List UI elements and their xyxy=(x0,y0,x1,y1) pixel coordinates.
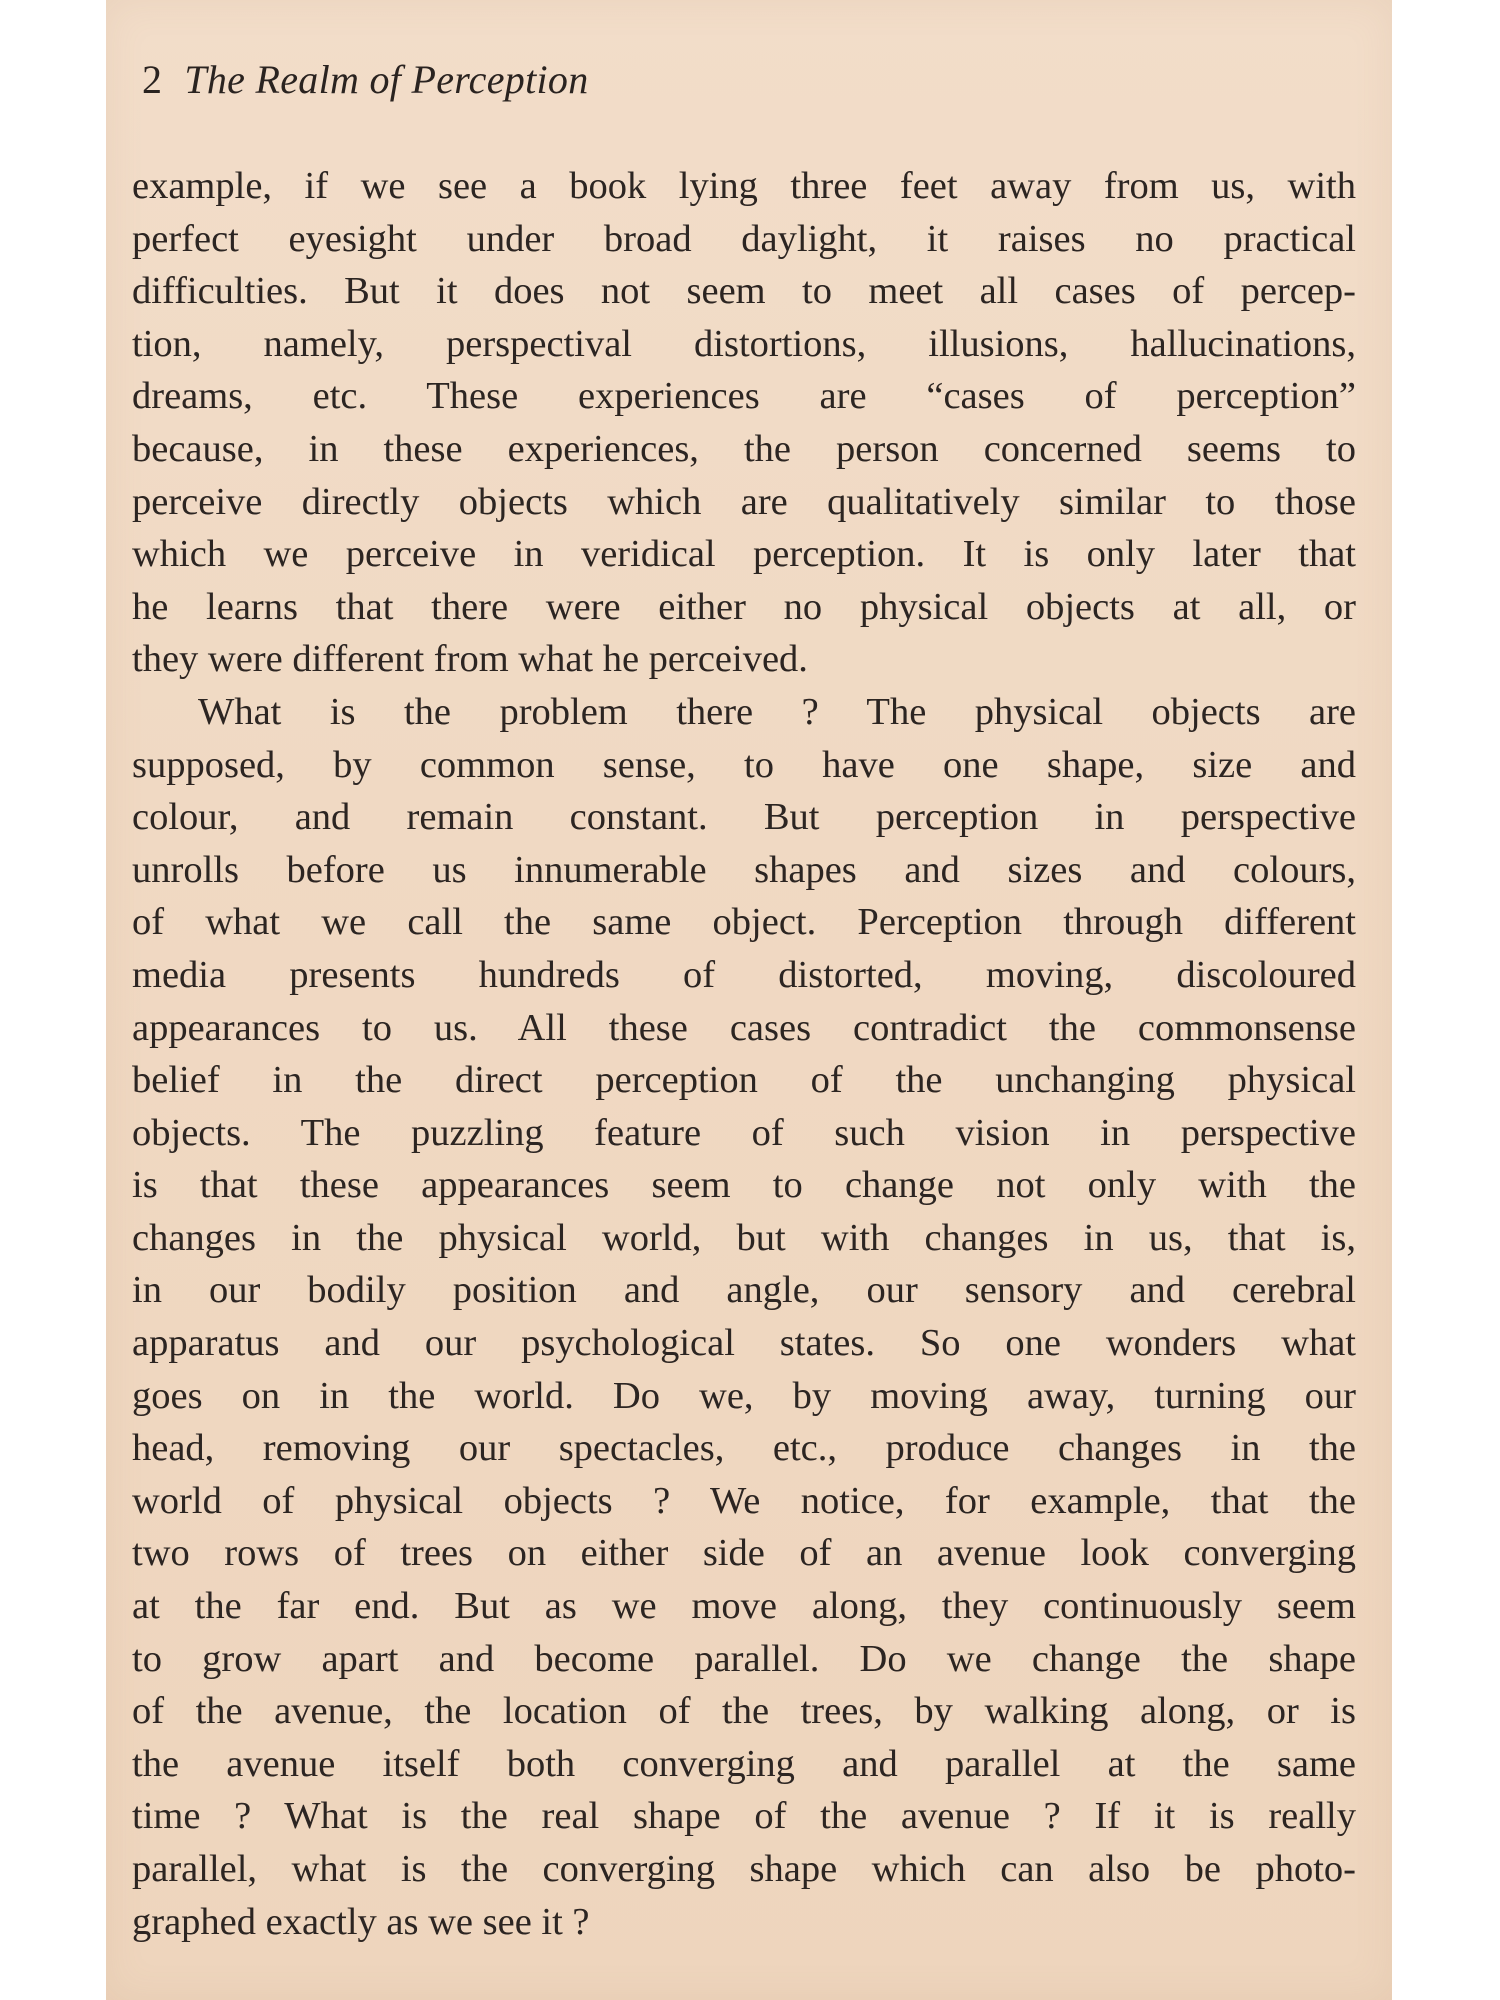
book-title: The Realm of Perception xyxy=(184,57,589,102)
text-line: dreams, etc. These experiences are “cases of perception” xyxy=(132,375,1356,418)
text-line: perceive directly objects which are qualitatively similar to those xyxy=(132,480,1356,523)
running-head xyxy=(142,56,589,103)
text-line: because, in these experiences, the person concerned seems to xyxy=(132,427,1356,470)
text-line: perfect eyesight under broad daylight, it raises no practical xyxy=(132,217,1356,260)
text-line: of what we call the same object. Perception through different xyxy=(132,901,1356,944)
text-line: colour, and remain constant. But perception in perspective xyxy=(132,796,1356,839)
text-line: What is the problem there ? The physical objects are xyxy=(198,690,1356,733)
text-line: changes in the physical world, but with changes in us, that is, xyxy=(132,1216,1356,1259)
text-line: of the avenue, the location of the trees, by walking along, or is xyxy=(132,1690,1356,1733)
text-line: appearances to us. All these cases contradict the commonsense xyxy=(132,1006,1356,1049)
text-line: supposed, by common sense, to have one shape, size and xyxy=(132,743,1356,786)
page-number: 2 xyxy=(142,57,163,102)
text-line: difficulties. But it does not seem to meet all cases of percep- xyxy=(132,270,1356,313)
text-line: tion, namely, perspectival distortions, illusions, hallucinations, xyxy=(132,322,1356,365)
book-page xyxy=(106,0,1392,2000)
text-line: he learns that there were either no physical objects at all, or xyxy=(132,585,1356,628)
text-line: apparatus and our psychological states. So one wonders what xyxy=(132,1322,1356,1365)
text-line: time ? What is the real shape of the avenue ? If it is really xyxy=(132,1795,1356,1838)
text-line: belief in the direct perception of the unchanging physical xyxy=(132,1059,1356,1102)
text-line: parallel, what is the converging shape which can also be photo- xyxy=(132,1848,1356,1890)
body-text xyxy=(132,160,1356,1948)
text-line: at the far end. But as we move along, they continuously seem xyxy=(132,1585,1356,1628)
text-line: world of physical objects ? We notice, for example, that the xyxy=(132,1479,1356,1522)
text-line: the avenue itself both converging and parallel at the same xyxy=(132,1742,1356,1785)
text-line: head, removing our spectacles, etc., produce changes in the xyxy=(132,1427,1356,1470)
text-line: graphed exactly as we see it ? xyxy=(132,1900,590,1943)
text-line: in our bodily position and angle, our sensory and cerebral xyxy=(132,1269,1356,1312)
text-line: unrolls before us innumerable shapes and sizes and colours, xyxy=(132,848,1356,891)
text-line: to grow apart and become parallel. Do we change the shape xyxy=(132,1637,1356,1680)
text-line: goes on in the world. Do we, by moving away, turning our xyxy=(132,1374,1356,1417)
text-line: media presents hundreds of distorted, moving, discoloured xyxy=(132,953,1356,996)
text-line: example, if we see a book lying three feet away from us, with xyxy=(132,165,1356,207)
text-line: is that these appearances seem to change not only with the xyxy=(132,1164,1356,1207)
text-line: objects. The puzzling feature of such vision in perspective xyxy=(132,1111,1356,1154)
text-line: they were different from what he perceived. xyxy=(132,638,808,681)
text-line: two rows of trees on either side of an avenue look converging xyxy=(132,1532,1356,1575)
text-line: which we perceive in veridical perception. It is only later that xyxy=(132,533,1356,576)
